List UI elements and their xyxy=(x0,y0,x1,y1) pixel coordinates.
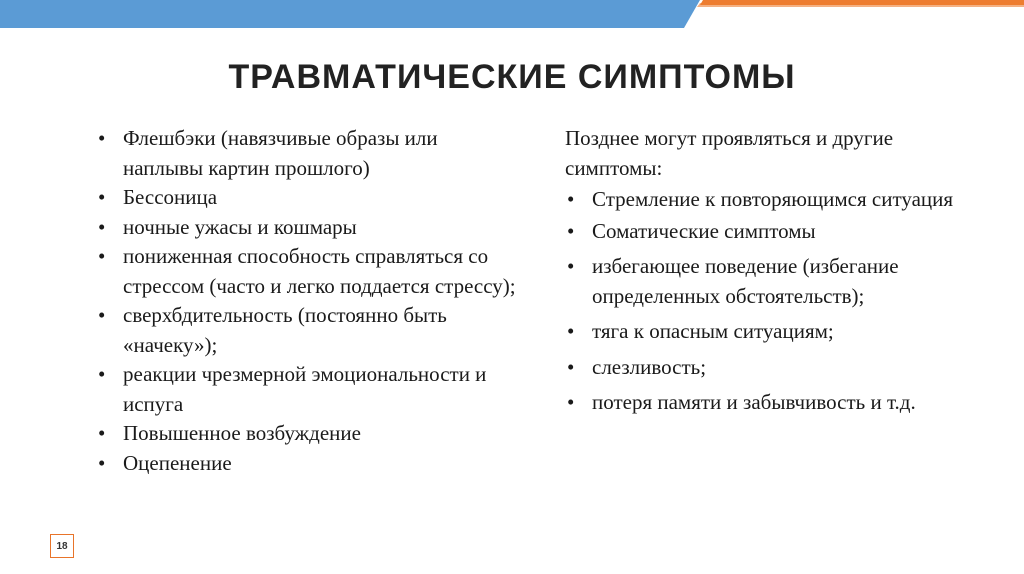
list-item: • ночные ужасы и кошмары xyxy=(96,213,516,243)
list-item: • Повышенное возбуждение xyxy=(96,419,516,449)
symptom-list xyxy=(96,124,516,478)
list-item: • реакции чрезмерной эмоциональности и испуга xyxy=(96,360,516,419)
later-symptom-list xyxy=(565,185,985,418)
list-item: • Стремление к повторяющимся ситуация xyxy=(565,185,985,215)
top-accent-bar xyxy=(0,0,1024,34)
list-item: • потеря памяти и забывчивость и т.д. xyxy=(565,388,985,418)
list-item: • Соматические симптомы xyxy=(565,217,985,247)
list-item: • Флешбэки (навязчивые образы или наплывы картин прошлого) xyxy=(96,124,516,183)
list-item: • Бессоница xyxy=(96,183,516,213)
list-item: • пониженная способность справляться со стрессом (часто и легко поддается стрессу); xyxy=(96,242,516,301)
page-number: 18 xyxy=(50,534,74,558)
right-column xyxy=(565,124,985,418)
list-item: • избегающее поведение (избегание определенных обстоятельств); xyxy=(565,252,985,311)
list-item: • слезливость; xyxy=(565,353,985,383)
list-item: • Оцепенение xyxy=(96,449,516,479)
list-item: • тяга к опасным ситуациям; xyxy=(565,317,985,347)
left-column xyxy=(96,124,516,478)
list-item: • сверхбдительность (постоянно быть «начеку»); xyxy=(96,301,516,360)
slide-title: ТРАВМАТИЧЕСКИЕ СИМПТОМЫ xyxy=(228,58,796,96)
right-intro-text: Позднее могут проявляться и другие симптомы: xyxy=(565,126,894,180)
